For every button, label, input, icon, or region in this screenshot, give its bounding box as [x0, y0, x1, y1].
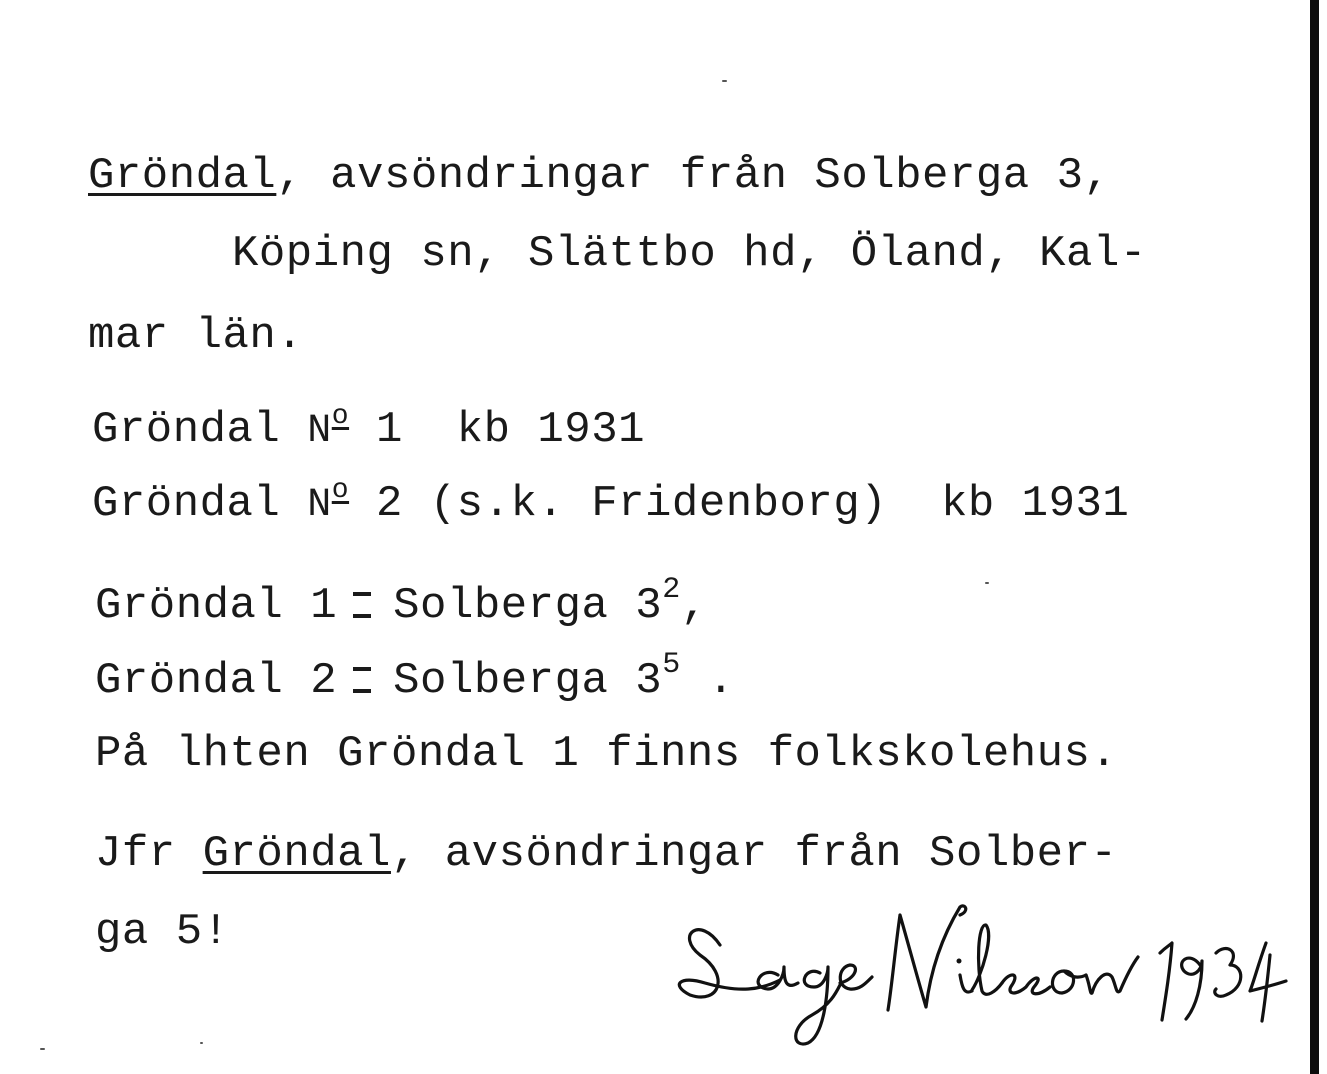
place-name: Gröndal [88, 151, 277, 201]
kb2-prefix: Gröndal [92, 479, 308, 529]
handwritten-signature [660, 895, 1300, 1055]
numero-o: o [331, 475, 350, 506]
eq1-right: Solberga 3 [393, 581, 663, 631]
eq2-sup: 5 [662, 648, 681, 682]
equals-sign [353, 667, 371, 693]
ref-prefix: Jfr [95, 829, 203, 879]
reference-line-cont: ga 5! [95, 907, 230, 957]
location-line: Köping sn, Slättbo hd, Öland, Kal- [232, 229, 1147, 279]
speck [200, 1042, 203, 1044]
speck [40, 1048, 45, 1050]
kb1-rest: 1 kb 1931 [349, 405, 646, 455]
kb1-prefix: Gröndal [92, 405, 308, 455]
location-line-cont: mar län. [88, 311, 304, 361]
eq1-left: Gröndal 1 [95, 581, 338, 631]
eq2-end: . [680, 656, 735, 706]
eq1-sup: 2 [662, 573, 681, 607]
ref-place-name: Gröndal [202, 829, 391, 879]
eq2-right: Solberga 3 [393, 656, 663, 706]
kb-line-2 [92, 475, 1130, 535]
equivalence-line-2 [95, 648, 735, 711]
heading-line [88, 150, 1110, 202]
reference-line [95, 828, 1117, 880]
kb-line-1 [92, 401, 646, 461]
numero-o: o [331, 401, 350, 432]
card-edge [1310, 0, 1319, 1074]
heading-rest: , avsöndringar från Solberga 3, [276, 151, 1111, 201]
kb2-rest: 2 (s.k. Fridenborg) kb 1931 [349, 479, 1130, 529]
ref-rest: , avsöndringar från Solber- [390, 829, 1118, 879]
eq2-left: Gröndal 2 [95, 656, 338, 706]
equivalence-line-1 [95, 573, 708, 636]
numero-sign: N [307, 483, 332, 528]
speck [722, 80, 727, 82]
numero-sign: N [307, 409, 332, 454]
eq1-end: , [680, 581, 708, 631]
equals-sign [353, 592, 371, 618]
speck [985, 582, 989, 584]
school-line: På lhten Gröndal 1 finns folkskolehus. [95, 729, 1118, 779]
